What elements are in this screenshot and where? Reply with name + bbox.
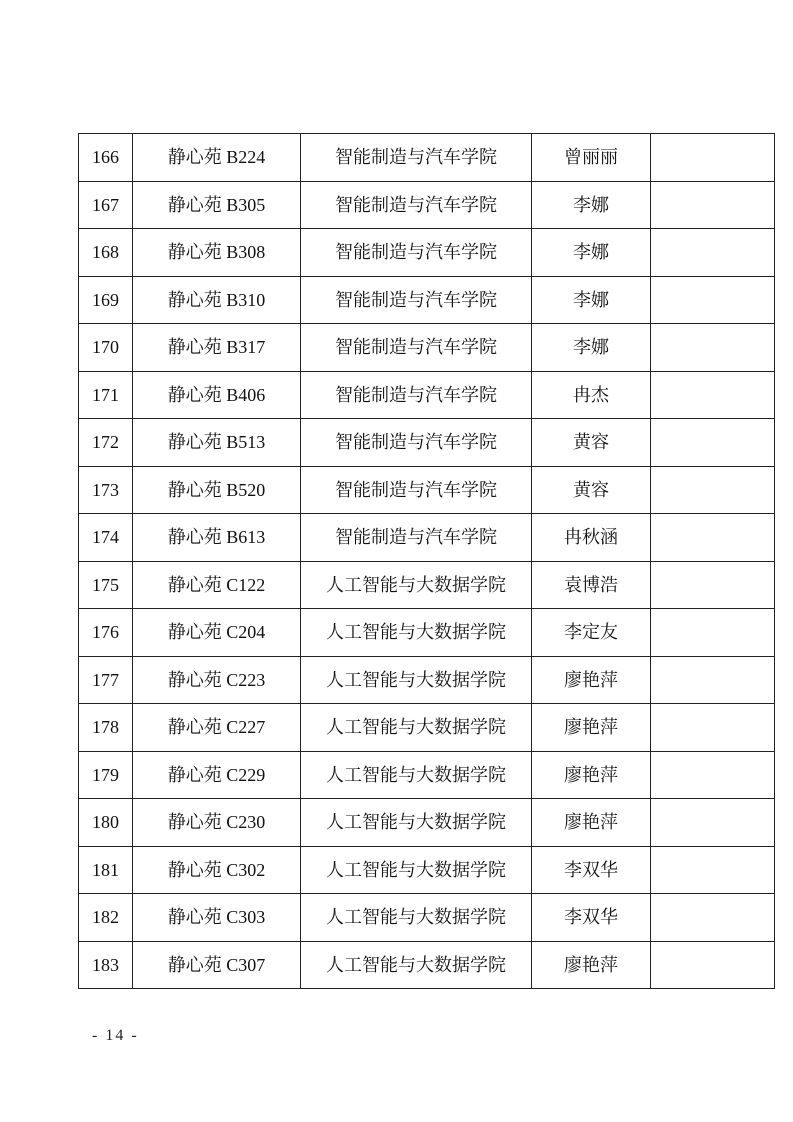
table-row — [79, 371, 775, 419]
page-number: - 14 - — [92, 1027, 139, 1044]
cell-room: 静心苑 C230 — [133, 799, 301, 847]
table-row — [79, 846, 775, 894]
table-row — [79, 751, 775, 799]
cell-room: 静心苑 B310 — [133, 276, 301, 324]
cell-name: 袁博浩 — [532, 561, 651, 609]
cell-note — [651, 134, 775, 182]
cell-room: 静心苑 B317 — [133, 324, 301, 372]
cell-college: 智能制造与汽车学院 — [301, 181, 532, 229]
cell-name: 冉秋涵 — [532, 514, 651, 562]
cell-index: 170 — [79, 324, 133, 372]
table-row — [79, 894, 775, 942]
table-row — [79, 609, 775, 657]
cell-note — [651, 894, 775, 942]
cell-college: 智能制造与汽车学院 — [301, 134, 532, 182]
cell-note — [651, 276, 775, 324]
cell-room: 静心苑 B406 — [133, 371, 301, 419]
cell-college: 人工智能与大数据学院 — [301, 704, 532, 752]
cell-room: 静心苑 C229 — [133, 751, 301, 799]
cell-note — [651, 561, 775, 609]
cell-room: 静心苑 C303 — [133, 894, 301, 942]
cell-name: 李娜 — [532, 276, 651, 324]
cell-index: 182 — [79, 894, 133, 942]
cell-index: 166 — [79, 134, 133, 182]
cell-note — [651, 609, 775, 657]
cell-index: 168 — [79, 229, 133, 277]
cell-name: 李娜 — [532, 181, 651, 229]
cell-index: 176 — [79, 609, 133, 657]
cell-name: 廖艳萍 — [532, 799, 651, 847]
cell-college: 智能制造与汽车学院 — [301, 229, 532, 277]
cell-name: 黄容 — [532, 419, 651, 467]
cell-name: 冉杰 — [532, 371, 651, 419]
cell-note — [651, 419, 775, 467]
cell-note — [651, 799, 775, 847]
table-row — [79, 466, 775, 514]
cell-index: 181 — [79, 846, 133, 894]
cell-college: 智能制造与汽车学院 — [301, 514, 532, 562]
cell-name: 廖艳萍 — [532, 704, 651, 752]
cell-index: 171 — [79, 371, 133, 419]
table-row — [79, 134, 775, 182]
cell-name: 李双华 — [532, 894, 651, 942]
cell-name: 廖艳萍 — [532, 656, 651, 704]
cell-name: 廖艳萍 — [532, 941, 651, 989]
cell-room: 静心苑 B308 — [133, 229, 301, 277]
cell-note — [651, 751, 775, 799]
cell-room: 静心苑 C227 — [133, 704, 301, 752]
cell-index: 172 — [79, 419, 133, 467]
cell-index: 178 — [79, 704, 133, 752]
cell-name: 李娜 — [532, 324, 651, 372]
cell-room: 静心苑 B305 — [133, 181, 301, 229]
cell-note — [651, 229, 775, 277]
cell-college: 人工智能与大数据学院 — [301, 561, 532, 609]
cell-index: 174 — [79, 514, 133, 562]
cell-college: 人工智能与大数据学院 — [301, 846, 532, 894]
table-row — [79, 656, 775, 704]
table-row — [79, 799, 775, 847]
cell-college: 智能制造与汽车学院 — [301, 466, 532, 514]
dormitory-table-body — [79, 134, 775, 989]
table-row — [79, 229, 775, 277]
table-row — [79, 276, 775, 324]
cell-college: 智能制造与汽车学院 — [301, 324, 532, 372]
cell-college: 人工智能与大数据学院 — [301, 799, 532, 847]
table-row — [79, 704, 775, 752]
cell-index: 183 — [79, 941, 133, 989]
cell-name: 李双华 — [532, 846, 651, 894]
cell-room: 静心苑 C122 — [133, 561, 301, 609]
cell-room: 静心苑 C223 — [133, 656, 301, 704]
cell-name: 曾丽丽 — [532, 134, 651, 182]
cell-note — [651, 846, 775, 894]
cell-name: 廖艳萍 — [532, 751, 651, 799]
cell-index: 167 — [79, 181, 133, 229]
cell-college: 人工智能与大数据学院 — [301, 751, 532, 799]
dormitory-table — [78, 133, 775, 989]
cell-name: 黄容 — [532, 466, 651, 514]
cell-college: 智能制造与汽车学院 — [301, 419, 532, 467]
cell-index: 173 — [79, 466, 133, 514]
cell-college: 智能制造与汽车学院 — [301, 276, 532, 324]
cell-college: 人工智能与大数据学院 — [301, 656, 532, 704]
table-row — [79, 561, 775, 609]
cell-note — [651, 656, 775, 704]
cell-note — [651, 704, 775, 752]
cell-room: 静心苑 C307 — [133, 941, 301, 989]
cell-note — [651, 514, 775, 562]
cell-room: 静心苑 B520 — [133, 466, 301, 514]
cell-room: 静心苑 B224 — [133, 134, 301, 182]
cell-index: 175 — [79, 561, 133, 609]
cell-note — [651, 941, 775, 989]
cell-index: 177 — [79, 656, 133, 704]
cell-note — [651, 181, 775, 229]
cell-name: 李娜 — [532, 229, 651, 277]
cell-college: 人工智能与大数据学院 — [301, 609, 532, 657]
cell-note — [651, 466, 775, 514]
table-row — [79, 181, 775, 229]
cell-college: 人工智能与大数据学院 — [301, 894, 532, 942]
cell-room: 静心苑 C204 — [133, 609, 301, 657]
table-row — [79, 419, 775, 467]
cell-college: 人工智能与大数据学院 — [301, 941, 532, 989]
table-row — [79, 324, 775, 372]
cell-index: 179 — [79, 751, 133, 799]
cell-room: 静心苑 B613 — [133, 514, 301, 562]
table-row — [79, 514, 775, 562]
cell-index: 180 — [79, 799, 133, 847]
cell-note — [651, 371, 775, 419]
table-row — [79, 941, 775, 989]
cell-room: 静心苑 C302 — [133, 846, 301, 894]
cell-note — [651, 324, 775, 372]
cell-room: 静心苑 B513 — [133, 419, 301, 467]
cell-college: 智能制造与汽车学院 — [301, 371, 532, 419]
cell-name: 李定友 — [532, 609, 651, 657]
cell-index: 169 — [79, 276, 133, 324]
